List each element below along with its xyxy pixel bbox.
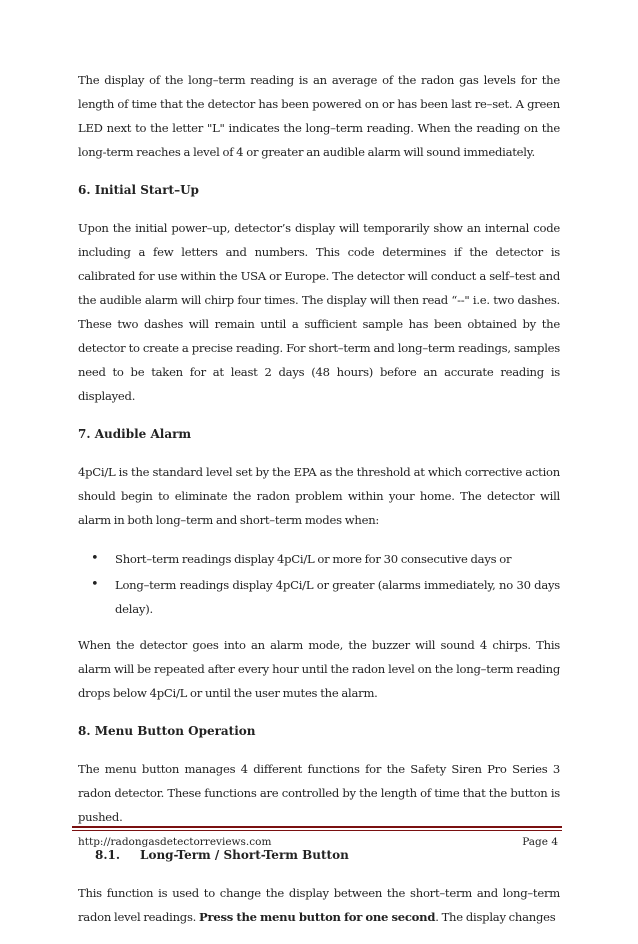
list-item: • Short–term readings display 4pCi/L or more for 30 consecutive days or bbox=[115, 547, 560, 571]
subsection-8-1-paragraph bbox=[78, 881, 560, 929]
page-number: Page 4 bbox=[522, 836, 558, 848]
footer-divider bbox=[72, 826, 562, 831]
section-7-heading: 7. Audible Alarm bbox=[78, 427, 192, 441]
alarm-conditions-list bbox=[78, 547, 560, 621]
list-item: • Long–term readings display 4pCi/L or greater (alarms immediately, no 30 days delay). bbox=[115, 573, 560, 621]
section-6-heading: 6. Initial Start–Up bbox=[78, 183, 199, 197]
subsection-number: 8.1. bbox=[95, 848, 121, 862]
page-footer bbox=[78, 836, 558, 848]
intro-paragraph: The display of the long–term reading is an average of the radon gas levels for the length of time that the detector has been powered on or has been last re–set. A green LED next to the letter "L" indicates the long–term reading. When the reading on the long-term reaches a level of 4 or greater an audible alarm will sound immediately. bbox=[78, 73, 560, 159]
sub-body-bold: Press the menu button for one second bbox=[199, 910, 436, 924]
footer-url: http://radongasdetectorreviews.com bbox=[78, 836, 272, 848]
sub-body-end: . The display changes bbox=[435, 910, 556, 924]
section-6-paragraph: Upon the initial power–up, detector’s display will temporarily show an internal code including a few letters and numbers. This code determines if the detector is calibrated for use within the USA or Europe. The detector will conduct a self–test and the audible alarm will chirp four times. The display will then read “--" i.e. two dashes. These two dashes will remain until a sufficient sample has been obtained by the detector to create a precise reading. For short–term and long–term readings, samples need to be taken for at least 2 days (48 hours) before an accurate reading is displayed. bbox=[78, 221, 560, 403]
section-7-paragraph: 4pCi/L is the standard level set by the EPA as the threshold at which corrective action should begin to eliminate the radon problem within your home. The detector will alarm in both long–term and short–term modes when: bbox=[78, 465, 560, 527]
alarm-mode-paragraph: When the detector goes into an alarm mode, the buzzer will sound 4 chirps. This alarm will be repeated after every hour until the radon level on the long–term reading drops below 4pCi/L or until the user mutes the alarm. bbox=[78, 638, 560, 700]
section-8-paragraph: The menu button manages 4 different functions for the Safety Siren Pro Series 3 radon detector. These functions are controlled by the length of time that the button is pushed. bbox=[78, 762, 560, 824]
subsection-title: Long-Term / Short-Term Button bbox=[140, 848, 349, 862]
sub-body-start: This function is used to change the display between the short–term and long–term radon level readings. bbox=[78, 886, 560, 924]
section-8-heading: 8. Menu Button Operation bbox=[78, 724, 256, 738]
document-page bbox=[78, 68, 560, 944]
